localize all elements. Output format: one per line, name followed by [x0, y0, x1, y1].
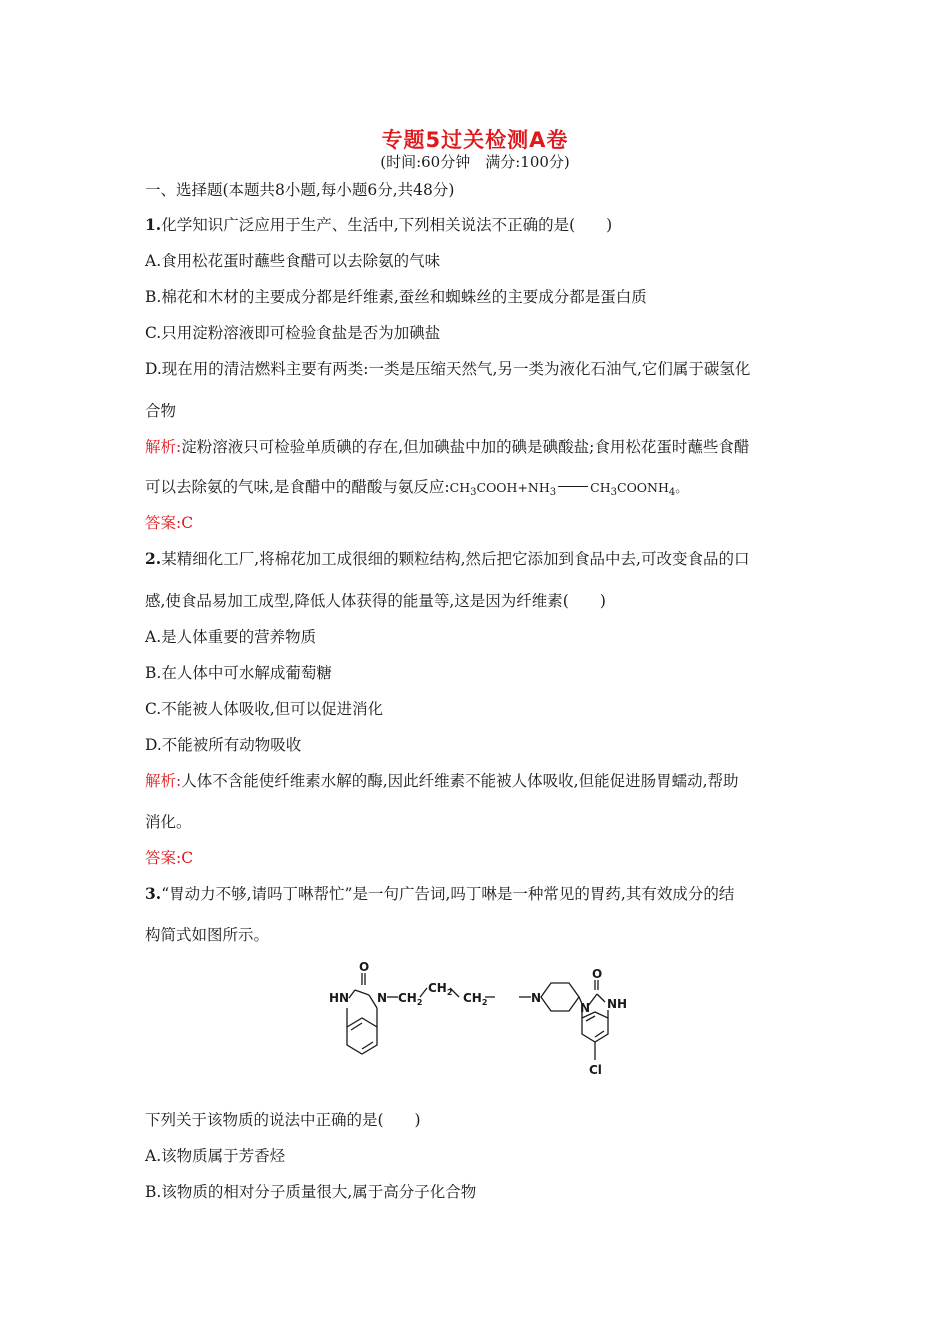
- q3-stem-cont: 构简式如图所示。: [145, 926, 270, 944]
- q1-text: 化学知识广泛应用于生产、生活中,下列相关说法不正确的是( ): [161, 216, 613, 234]
- carbonyl-oxygen: O: [359, 960, 370, 974]
- chlorine-label: Cl: [589, 1063, 602, 1077]
- q3-number: 3.: [145, 884, 162, 903]
- q2-stem: [145, 547, 749, 569]
- q2-stem-cont: 感,使食品易加工成型,降低人体获得的能量等,这是因为纤维素( ): [145, 592, 606, 610]
- q3-stem: [145, 882, 734, 904]
- q1-analysis: [145, 435, 749, 457]
- chemical-equation: $CH_3COOH+NH_3$ $CH_3COONH_4$。: [449, 480, 688, 498]
- q3-text: “胃动力不够,请吗丁啉帮忙”是一句广告词,吗丁啉是一种常见的胃药,其有效成分的结: [161, 885, 735, 903]
- q1-option-d-cont: 合物: [145, 402, 177, 420]
- q2-number: 2.: [145, 549, 162, 568]
- q3-option-a: A.该物质属于芳香烃: [145, 1147, 286, 1165]
- q1-option-b: B.棉花和木材的主要成分都是纤维素,蚕丝和蜘蛛丝的主要成分都是蛋白质: [145, 288, 647, 306]
- q1-analysis-text: 淀粉溶液只可检验单质碘的存在,但加碘盐中加的碘是碘酸盐;食用松花蛋时蘸些食醋: [181, 438, 750, 456]
- ch2-label: $CH_2$: [398, 991, 423, 1007]
- q3-option-b: B.该物质的相对分子质量很大,属于高分子化合物: [145, 1183, 477, 1201]
- q2-analysis-cont: 消化。: [145, 813, 192, 831]
- equals-line: [558, 486, 588, 487]
- section-heading: 一、选择题(本题共8小题,每小题6分,共48分): [145, 181, 455, 199]
- piperidine-nitrogen: N: [531, 991, 542, 1005]
- q3-question: 下列关于该物质的说法中正确的是( ): [145, 1111, 421, 1129]
- q2-option-c: C.不能被人体吸收,但可以促进消化: [145, 700, 384, 718]
- imidazole-nh: NH: [607, 997, 628, 1011]
- analysis-label: 解析:: [145, 772, 182, 790]
- q2-text: 某精细化工厂,将棉花加工成很细的颗粒结构,然后把它添加到食品中去,可改变食品的口: [161, 550, 750, 568]
- q2-analysis-text: 人体不含能使纤维素水解的酶,因此纤维素不能被人体吸收,但能促进肠胃蠕动,帮助: [181, 772, 739, 790]
- q1-option-c: C.只用淀粉溶液即可检验食盐是否为加碘盐: [145, 324, 441, 342]
- ch2-label: $CH_2$: [428, 981, 453, 997]
- q2-option-b: B.在人体中可水解成葡萄糖: [145, 664, 332, 682]
- q1-answer: 答案:C: [145, 514, 194, 532]
- q2-answer: 答案:C: [145, 849, 194, 867]
- imidazolone-oxygen: O: [592, 967, 603, 981]
- nh-label: HN: [329, 991, 350, 1005]
- imidazole-nitrogen: N: [580, 1001, 591, 1015]
- q1-analysis-text-2: 可以去除氨的气味,是食醋中的醋酸与氨反应:: [145, 478, 450, 496]
- q2-analysis: [145, 769, 739, 791]
- exam-info: (时间:60分钟 满分:100分): [380, 153, 570, 171]
- q1-option-d: D.现在用的清洁燃料主要有两类:一类是压缩天然气,另一类为液化石油气,它们属于碳氢化: [145, 360, 751, 378]
- structural-formula: [325, 950, 628, 1090]
- q1-stem: [145, 213, 612, 235]
- q1-number: 1.: [145, 215, 162, 234]
- q2-option-d: D.不能被所有动物吸收: [145, 736, 302, 754]
- analysis-label: 解析:: [145, 438, 182, 456]
- q2-option-a: A.是人体重要的营养物质: [145, 628, 317, 646]
- q1-analysis-cont: [145, 475, 688, 498]
- document-title: 专题5过关检测A卷: [381, 128, 569, 152]
- ch2-label: $CH_2$: [463, 991, 488, 1007]
- q1-option-a: A.食用松花蛋时蘸些食醋可以去除氨的气味: [145, 252, 441, 270]
- nitrogen-label: N: [377, 991, 388, 1005]
